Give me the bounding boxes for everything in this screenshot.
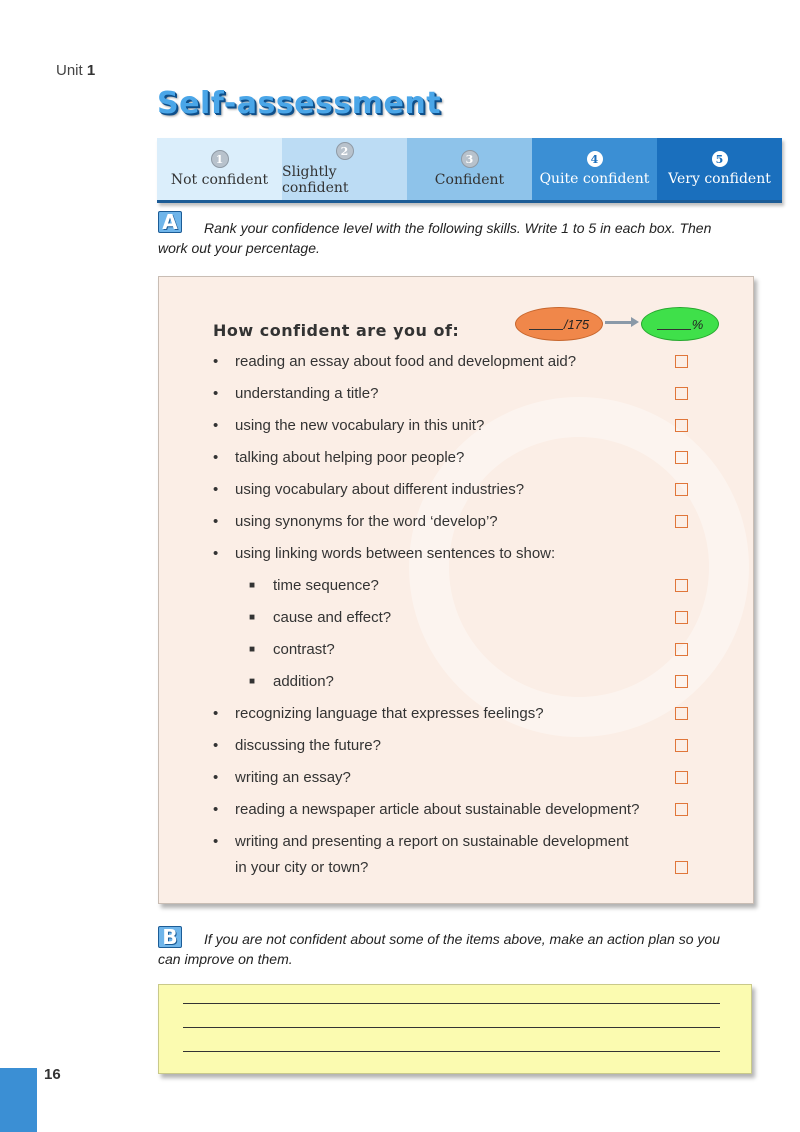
percent-sign: % bbox=[691, 316, 704, 332]
rating-box[interactable] bbox=[675, 483, 688, 496]
bullet-icon: • bbox=[213, 705, 219, 722]
bullet-icon: • bbox=[213, 833, 219, 850]
checklist-item-text: reading a newspaper article about sustainable development? bbox=[235, 801, 640, 818]
rating-box[interactable] bbox=[675, 707, 688, 720]
rating-box[interactable] bbox=[675, 643, 688, 656]
section-a-instruction bbox=[158, 218, 743, 258]
bullet-icon: • bbox=[213, 449, 219, 466]
scale-level-2 bbox=[282, 138, 407, 200]
rating-box[interactable] bbox=[675, 355, 688, 368]
section-b-line1: If you are not confident about some of the items above, make an action plan so you bbox=[204, 931, 720, 947]
square-bullet-icon: ■ bbox=[249, 612, 256, 623]
checklist-item bbox=[213, 829, 733, 881]
rating-box[interactable] bbox=[675, 579, 688, 592]
page-number: 16 bbox=[44, 1066, 61, 1083]
checklist-panel bbox=[158, 276, 754, 904]
bullet-icon: • bbox=[213, 385, 219, 402]
checklist-item-text: using vocabulary about different industries? bbox=[235, 481, 525, 498]
score-blank bbox=[529, 318, 563, 330]
rating-box[interactable] bbox=[675, 387, 688, 400]
section-b-line2: can improve on them. bbox=[158, 951, 293, 967]
rating-box[interactable] bbox=[675, 611, 688, 624]
checklist-item-text: recognizing language that expresses feelings? bbox=[235, 705, 544, 722]
scale-level-4 bbox=[532, 138, 657, 200]
bullet-icon: • bbox=[213, 481, 219, 498]
checklist-item-text: discussing the future? bbox=[235, 737, 381, 754]
checklist-item-text: using linking words between sentences to show: bbox=[235, 545, 556, 562]
confidence-scale bbox=[157, 138, 782, 203]
writing-line bbox=[183, 1027, 720, 1028]
checklist-item-text: understanding a title? bbox=[235, 385, 379, 402]
writing-line bbox=[183, 1051, 720, 1052]
scale-number: 2 bbox=[336, 142, 354, 160]
bullet-icon: • bbox=[213, 353, 219, 370]
unit-number: 1 bbox=[86, 62, 96, 79]
checklist-item-text: reading an essay about food and development aid? bbox=[235, 353, 577, 370]
rating-box[interactable] bbox=[675, 771, 688, 784]
scale-number: 5 bbox=[712, 151, 728, 167]
checklist-heading: How confident are you of: bbox=[213, 321, 460, 340]
bullet-icon: • bbox=[213, 545, 219, 562]
square-bullet-icon: ■ bbox=[249, 676, 256, 687]
score-total-field[interactable] bbox=[515, 307, 603, 341]
checklist-item-text: using the new vocabulary in this unit? bbox=[235, 417, 485, 434]
scale-number: 4 bbox=[587, 151, 603, 167]
page-title: Self-assessment bbox=[157, 86, 442, 121]
rating-box[interactable] bbox=[675, 861, 688, 874]
section-b-badge: B bbox=[158, 926, 182, 948]
bullet-icon: • bbox=[213, 769, 219, 786]
scale-label: Confident bbox=[434, 172, 505, 188]
section-b-instruction bbox=[158, 929, 743, 969]
scale-number: 1 bbox=[211, 150, 229, 168]
checklist-item-text: using synonyms for the word ‘develop’? bbox=[235, 513, 498, 530]
unit-prefix: Unit bbox=[56, 62, 83, 79]
rating-box[interactable] bbox=[675, 515, 688, 528]
scale-label: Quite confident bbox=[539, 171, 650, 187]
scale-level-5 bbox=[657, 138, 782, 200]
bullet-icon: • bbox=[213, 417, 219, 434]
bullet-icon: • bbox=[213, 801, 219, 818]
checklist-item-text: contrast? bbox=[273, 641, 335, 658]
rating-box[interactable] bbox=[675, 419, 688, 432]
rating-box[interactable] bbox=[675, 451, 688, 464]
scale-label: Not confident bbox=[170, 172, 269, 188]
checklist-item-text: writing and presenting a report on sustainable development bbox=[235, 833, 629, 850]
checklist-item-text: time sequence? bbox=[273, 577, 379, 594]
rating-box[interactable] bbox=[675, 675, 688, 688]
square-bullet-icon: ■ bbox=[249, 580, 256, 591]
percentage-field[interactable] bbox=[641, 307, 719, 341]
unit-label bbox=[56, 62, 95, 79]
bullet-icon: • bbox=[213, 737, 219, 754]
checklist-item-text: writing an essay? bbox=[235, 769, 351, 786]
section-a-line1: Rank your confidence level with the following skills. Write 1 to 5 in each box. Then bbox=[204, 220, 712, 236]
action-plan-box[interactable] bbox=[158, 984, 752, 1074]
scale-label: Slightly confident bbox=[282, 164, 349, 196]
rating-box[interactable] bbox=[675, 739, 688, 752]
score-total-label: /175 bbox=[563, 316, 590, 332]
scale-level-3 bbox=[407, 138, 532, 200]
scale-label: Very confident bbox=[668, 171, 771, 187]
scale-number: 3 bbox=[461, 150, 479, 168]
checklist-item-text: talking about helping poor people? bbox=[235, 449, 465, 466]
checklist-item-text-cont: in your city or town? bbox=[235, 859, 369, 876]
writing-line bbox=[183, 1003, 720, 1004]
section-a-badge: A bbox=[158, 211, 182, 233]
bullet-icon: • bbox=[213, 513, 219, 530]
rating-box[interactable] bbox=[675, 803, 688, 816]
percent-blank bbox=[657, 318, 691, 330]
page-tab bbox=[0, 1068, 37, 1132]
scale-level-1 bbox=[157, 138, 282, 200]
square-bullet-icon: ■ bbox=[249, 644, 256, 655]
section-a-line2: work out your percentage. bbox=[158, 240, 320, 256]
checklist-item-text: cause and effect? bbox=[273, 609, 392, 626]
checklist-item-text: addition? bbox=[273, 673, 334, 690]
arrow-right-icon bbox=[605, 321, 633, 324]
